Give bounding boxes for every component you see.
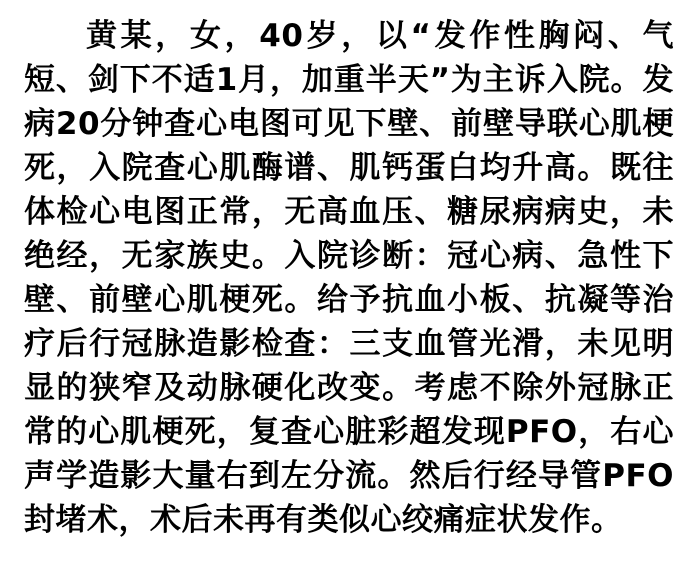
case-report-paragraph: 黄某，女，40岁，以“发作性胸闷、气短、剑下不适1月，加重半天”为主诉入院。发病20分钟查心电图可见下壁、前壁导联心肌梗死，入院查心肌酶谱、肌钙蛋白均升高。既往体检心电图正常，无高血压、糖尿病病史，未绝经，无家族史。入院诊断：冠心病、急性下壁、前壁心肌梗死。给予抗血小板、抗凝等治疗后行冠脉造影检查：三支血管光滑，未见明显的狭窄及动脉硬化改变。考虑不除外冠脉正常的心肌梗死，复查心脏彩超发现PFO，右心声学造影大量右到左分流。然后行经导管PFO封堵术，术后未再有类似心绞痛症状发作。 <box>24 18 674 538</box>
